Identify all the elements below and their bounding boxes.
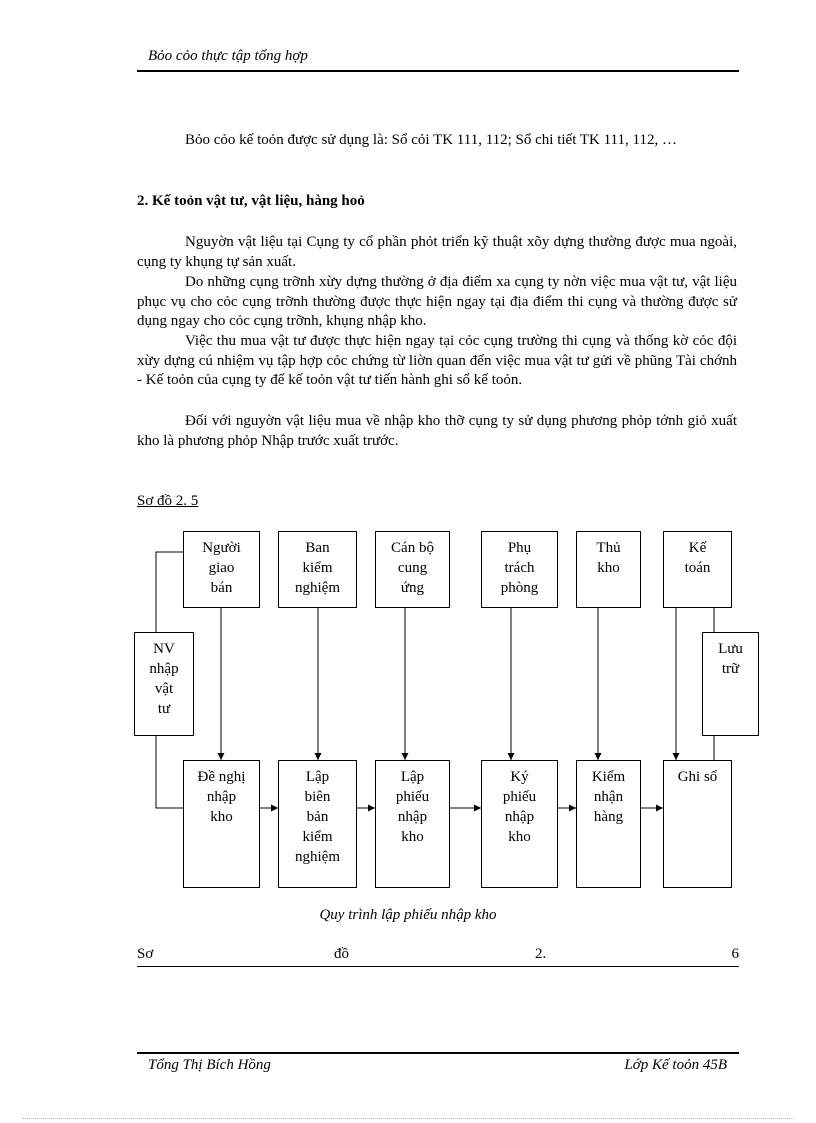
box-label: Lưu trữ: [718, 641, 743, 677]
section-heading: 2. Kế toỏn vật tư, vật liệu, hàng hoỏ: [137, 193, 365, 209]
box-ban-kiem-nghiem: [278, 531, 357, 608]
connector-left-top: [156, 552, 183, 632]
box-label: Ghi sổ: [677, 769, 718, 785]
paragraph-4: Đối với nguyờn vật liệu mua về nhập kho thỡ cụng ty sử dụng phương phỏp tớnh giỏ xuất kho là phương phỏp Nhập trước xuất trước.: [137, 413, 737, 449]
next-label-word-4: 6: [731, 946, 739, 962]
box-lap-phieu-nhap-kho: [375, 760, 450, 888]
diagram-label: Sơ đồ 2. 5: [137, 493, 199, 509]
next-label-word-2: đồ: [334, 946, 349, 962]
paragraph-3: Việc thu mua vật tư được thực hiện ngay tại cỏc cụng trường thi cụng và thống kờ cỏc đội xừy dựng cú nhiệm vụ tập hợp cỏc chứng từ liờn quan đến việc mua vật tư gửi về phũng Tài chớnh - Kế toỏn của cụng ty để kế toỏn vật tư tiến hành ghi sổ kế toỏn.: [137, 333, 737, 388]
box-label: Ban kiểm nghiệm: [295, 540, 340, 596]
connector-left-bottom: [156, 735, 183, 808]
paragraph-1: Nguyờn vật liệu tại Cụng ty cổ phần phỏt triển kỹ thuật xõy dựng thường được mua ngoài, cụng ty khụng tự sản xuất.: [137, 234, 737, 270]
next-label-word-3: 2.: [535, 946, 547, 962]
box-ke-toan: [663, 531, 732, 608]
box-label: Người giao bán: [202, 540, 241, 596]
box-label: Phụ trách phòng: [500, 540, 539, 596]
box-label: Kế toán: [684, 540, 711, 576]
footer-rule: [137, 1052, 739, 1054]
page-edge: [22, 1118, 794, 1119]
diagram-caption: Quy trình lập phiếu nhập kho: [319, 907, 497, 923]
box-thu-kho: [576, 531, 641, 608]
box-label: Thủ kho: [596, 540, 621, 576]
next-diagram-label: [137, 946, 739, 967]
intro-paragraph: Bỏo cỏo kế toỏn được sử dụng là: Sổ cỏi TK 111, 112; Sổ chi tiết TK 111, 112, …: [185, 132, 677, 148]
footer-author: Tổng Thị Bích Hồng: [148, 1057, 271, 1073]
box-nguoi-giao-ban: [183, 531, 260, 608]
box-kiem-nhan-hang: [576, 760, 641, 888]
box-ky-phieu-nhap-kho: [481, 760, 558, 888]
box-label: Lập phiếu nhập kho: [395, 769, 430, 845]
paragraph-2: Do những cụng trỡnh xừy dựng thường ở địa điểm xa cụng ty nờn việc mua vật tư, vật liệu phục vụ cho cỏc cụng trỡnh thường được thực hiện ngay tại địa điểm thi cụng và thường được sử dụng ngay cho cỏc cụng trỡnh, khụng nhập kho.: [137, 274, 737, 329]
box-de-nghi-nhap-kho: [183, 760, 260, 888]
box-luu-tru: [702, 632, 759, 736]
next-label-word-1: Sơ: [137, 946, 154, 962]
box-can-bo-cung-ung: [375, 531, 450, 608]
page-header-title: Bỏo cỏo thực tập tổng hợp: [148, 48, 308, 64]
box-label: Cán bộ cung ứng: [391, 540, 434, 596]
box-label: Lập biên bản kiểm nghiệm: [295, 769, 340, 865]
box-lap-bien-ban: [278, 760, 357, 888]
box-label: Đề nghị nhập kho: [197, 769, 246, 825]
box-ghi-so: [663, 760, 732, 888]
box-phu-trach-phong: [481, 531, 558, 608]
footer-class: Lớp Kế toỏn 45B: [624, 1057, 727, 1073]
box-nv-nhap-vat-tu: [134, 632, 194, 736]
box-label: NV nhập vật tư: [149, 641, 179, 717]
box-label: Ký phiếu nhập kho: [502, 769, 537, 845]
box-label: Kiểm nhận hàng: [591, 769, 626, 825]
